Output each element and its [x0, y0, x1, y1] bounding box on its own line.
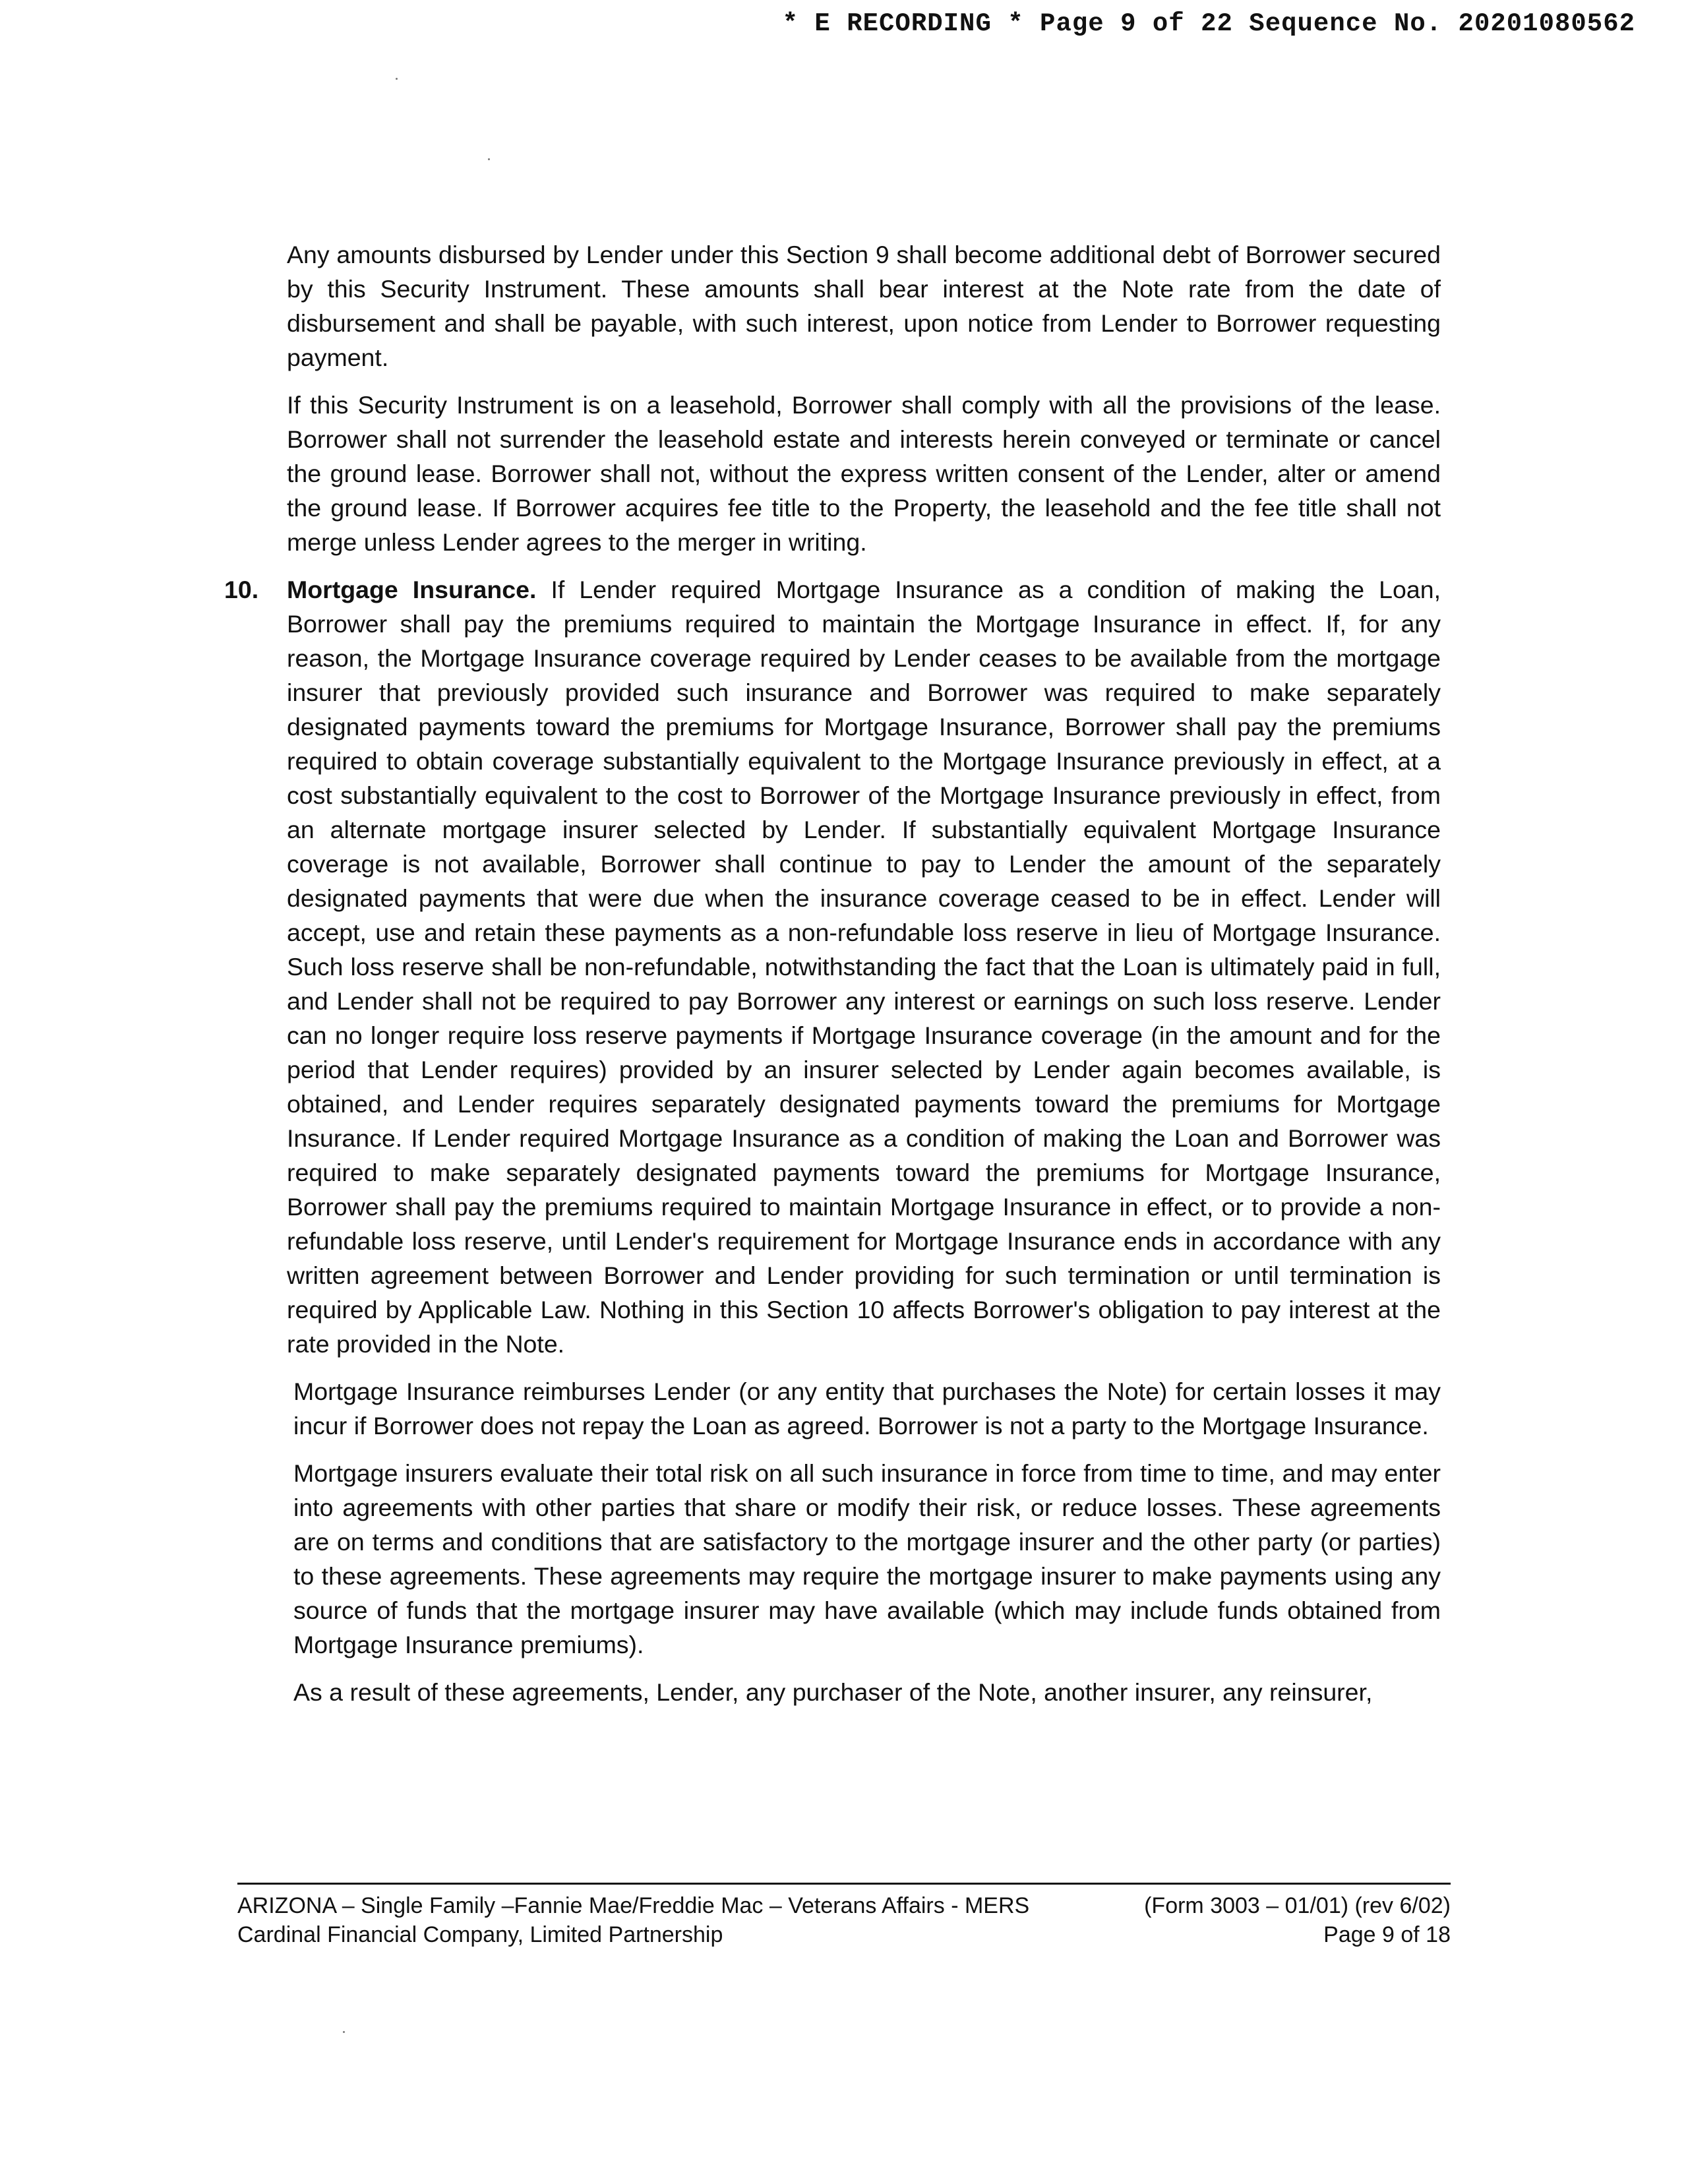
section-text: If Lender required Mortgage Insurance as a condition of making the Loan, Borrower shall pay the premiums required to maintain the Mortgage Insurance in effect. If, for any reason, the Mortgage Insurance coverage required by Lender ceases to be available from the mortgage insurer that previously provided such insurance and Borrower was required to make separately designated payments toward the premiums for Mortgage Insurance, Borrower shall pay the premiums required to obtain coverage substantially equivalent to the Mortgage Insurance previously in effect, at a cost substantially equivalent to the cost to Borrower of the Mortgage Insurance previously in effect, from an alternate mortgage insurer selected by Lender. If substantially equivalent Mortgage Insurance coverage is not available, Borrower shall continue to pay to Lender the amount of the separately designated payments that were due when the insurance coverage ceased to be in effect. Lender will accept, use and retain these payments as a non-refundable loss reserve in lieu of Mortgage Insurance. Such loss reserve shall be non-refundable, notwithstanding the fact that the Loan is ultimately paid in full, and Lender shall not be required to pay Borrower any interest or earnings on such loss reserve. Lender can no longer require loss reserve payments if Mortgage Insurance coverage (in the amount and for the period that Lender requires) provided by an insurer selected by Lender again becomes available, is obtained, and Lender requires separately designated payments toward the premiums for Mortgage Insurance. If Lender required Mortgage Insurance as a condition of making the Loan and Borrower was required to make separately designated payments toward the premiums for Mortgage Insurance, Borrower shall pay the premiums required to maintain Mortgage Insurance in effect, or to provide a non-refundable loss reserve, until Lender's requirement for Mortgage Insurance ends in accordance with any written agreement between Borrower and Lender providing for such termination or until termination is required by Applicable Law. Nothing in this Section 10 affects Borrower's obligation to pay interest at the rate provided in the Note.	[287, 576, 1441, 1358]
paragraph-disbursed-amounts: Any amounts disbursed by Lender under this Section 9 shall become additional debt of Borrower secured by this Security Instrument. These amounts shall bear interest at the Note rate from the date of disbursement and shall be payable, with such interest, upon notice from Lender to Borrower requesting payment.	[287, 241, 1441, 371]
footer-company: Cardinal Financial Company, Limited Partnership	[237, 1922, 723, 1947]
document-body	[224, 237, 1441, 1722]
footer-form-line: (Form 3003 – 01/01) (rev 6/02)	[1144, 1893, 1451, 1918]
footer-state-line: ARIZONA – Single Family –Fannie Mae/Freddie Mac – Veterans Affairs - MERS	[237, 1893, 1030, 1918]
paragraph-mi-reimbursement: Mortgage Insurance reimburses Lender (or any entity that purchases the Note) for certain losses it may incur if Borrower does not repay the Loan as agreed. Borrower is not a party to the Mortgage Insurance.	[293, 1378, 1441, 1440]
section-number: 10.	[224, 576, 259, 603]
recording-header: * E RECORDING * Page 9 of 22 Sequence No. 20201080562	[782, 9, 1635, 38]
footer-page-number: Page 9 of 18	[1323, 1922, 1451, 1947]
section-mortgage-insurance	[224, 572, 1441, 1361]
scan-speck	[488, 158, 490, 160]
page-footer	[237, 1883, 1451, 1949]
section-heading: Mortgage Insurance.	[287, 576, 537, 603]
paragraph-leasehold: If this Security Instrument is on a leasehold, Borrower shall comply with all the provisions of the lease. Borrower shall not surrender the leasehold estate and interests herein conveyed or terminate or cancel the ground lease. Borrower shall not, without the express written consent of the Lender, alter or amend the ground lease. If Borrower acquires fee title to the Property, the leasehold and the fee title shall not merge unless Lender agrees to the merger in writing.	[287, 391, 1441, 556]
paragraph-mi-risk-agreements: Mortgage insurers evaluate their total risk on all such insurance in force from time to time, and may enter into agreements with other parties that share or modify their risk, or reduce losses. These agreements are on terms and conditions that are satisfactory to the mortgage insurer and the other party (or parties) to these agreements. These agreements may require the mortgage insurer to make payments using any source of funds that the mortgage insurer may have available (which may include funds obtained from Mortgage Insurance premiums).	[293, 1459, 1441, 1658]
scan-speck	[396, 78, 398, 80]
paragraph-agreements-result: As a result of these agreements, Lender, any purchaser of the Note, another insurer, any reinsurer,	[293, 1678, 1373, 1706]
scan-speck	[343, 2031, 345, 2033]
